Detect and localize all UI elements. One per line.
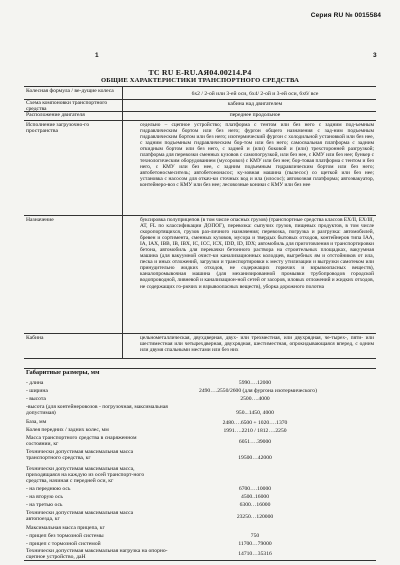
wheel-formula-value: 6х2 / 2-ой или 3-ей оси, 6х4/ 2-ой и 3-ей оси, 6х6/ все [191, 91, 319, 97]
train-mass-label: Технически допустимая максимальная масса автопоезда, кг [26, 510, 134, 523]
track-label: Колея передних / задних колес, мм [26, 427, 109, 433]
coupling-load-label: Технически допустимая максимальная нагрузка на опорно-сцепное устройство, даН [26, 548, 168, 561]
base-value: 2480….6500 + 1020….1370 [222, 420, 288, 426]
second-axle-label: - на вторую ось [26, 494, 63, 500]
engine-position-value: переднее продольное [229, 112, 281, 118]
row-divider [24, 215, 376, 216]
purpose-value: буксировка полуприцепов (в том числе опасных грузов) (транспортные средства классов ЕХ/II, ЕХ/III, АТ, FL по классификации ДОПОГ), перевозка: сыпучих грузов, пищевых продуктов, в том числе скоропортящихся, грузов раз-личного назначения; перевозка, погрузка и разгрузка: автомобилей, бревен и сортимента, сменных кузовов, мусора и твердых бытовых отходов, контейнеров типа IAA, IA, IAX, IBB, IB, IBX, IC, ICC, ICX, IDD, ID, IDX; автомобиль для приготовления и транспортировки бетона, автомобиль для перекачки бетонного раствора на строительных площадках, вакуумная машина (для вакуумной очист-ки канализационных колодцев, выгребных ям и отстойников от ила, песка и иных отложений, загрузки и транспортировки к месту утилизации и выгрузки самотеком или принудительно жидких отходов, не содержащих горючих и взрывоопасных веществ), каналопромывочная машина (для механизированной промывки трубопроводов городской водопроводной, ливневой и канализацион-ной сетей от засоров, иловых отложений и жидких отходов, не содержащих го-рючих и взрывоопасных веществ), уборка дорожного полотна [140, 217, 374, 290]
height-value: 2500….4000 [240, 396, 270, 402]
unbraked-trailer-value: 11700…79000 [238, 541, 272, 547]
cab-value: цельнометаллическая, двухдверная, двух- или трехместная, или двухрядная, че-тырех-, пяти- или шестиместная или четырехдверная, двухрядная, шестиместная, опрокидывающаяся вперед, с одним или двумя спальными местами или без них [140, 335, 374, 354]
width-label: - ширина [26, 388, 48, 394]
height-label: - высота [26, 396, 46, 402]
height-containers-label: -высота (для контейнеровозов - погрузочная, максимальная допустимая) [26, 404, 168, 417]
second-axle-value: 4500..16000 [241, 494, 269, 500]
wheel-formula-label: Колесная формула / ве-дущие колеса [26, 88, 114, 94]
length-label: - длина [26, 380, 44, 386]
row-divider [24, 120, 376, 121]
per-axle-mass-label: Технически допустимая максимальная масса, приходящаяся на каждую из осей транспорт-ного средства, начиная с передней оси, кг [26, 466, 145, 485]
third-axle-value: 6300…16000 [239, 502, 271, 508]
column-divider [122, 86, 123, 358]
base-label: База, мм [26, 419, 47, 425]
front-axle-label: - на переднюю ось [26, 486, 71, 492]
table-top-rule [24, 86, 376, 87]
layout-value: кабина над двигателем [227, 101, 283, 107]
coupling-load-value: 14710…35316 [238, 551, 272, 557]
row-divider [24, 358, 376, 359]
page-number-left: 1 [95, 52, 99, 59]
series-number: Серия RU № 0015584 [310, 12, 381, 19]
unbraked-trailer-label: - прицеп с тормозной системой [26, 541, 101, 547]
height-containers-value: 950...1450, 4000 [236, 410, 274, 416]
page-number-right: 3 [373, 52, 377, 59]
row-divider [24, 333, 376, 334]
track-value: 1991….2210 / 1812….2250 [223, 428, 287, 434]
loading-space-value: седельно – сцепное устройство; платформа с тентом или без него с задним под-ъемным гидравлическим бортом или без него; фургон общего назначения с зад-ним подъемным гидравлическим бортом или без него; изотермический фургон с холодильной установкой или без нее, с задним подъемным гидравлическим бор-том или без него; самосвальная платформа с задним откидным бортом или без него, с задней и (или) боковой и (или) трехсторонней разгрузкой; платформа для перевозки сменных кузовов с самопогрузкой, или без нее, с КМУ или без нее; бункер с технологическим оборудованием (мусоровоз) с КМУ или без нее; бор-товая платформа с тентом и без него, с КМУ или без нее, с задним подъемным гидравлическим бортом или без него; автобетоносмеситель; автобетононасос; ку-зовная машина (пылесос) со щеткой или без нее; установка с насосом для откач-ки сточных вод и ила (илосос); автовозная платформа; автоэвакуатор, контейнеро-воз с КМУ или без нее; лесовозные коники с КМУ или без нее [140, 122, 374, 189]
max-mass-value: 19500…42000 [238, 455, 272, 461]
train-mass-value: 23250…120000 [236, 514, 274, 520]
engine-position-label: Расположение двигателя [26, 112, 85, 118]
curb-mass-value: 6051….39000 [238, 439, 272, 445]
purpose-label: Назначение [26, 217, 54, 223]
braked-trailer-label: - прицеп без тормозной системы [26, 533, 104, 539]
third-axle-label: - на третью ось [26, 502, 63, 508]
front-axle-value: 6700….10000 [238, 486, 272, 492]
loading-space-label: Исполнение загрузочно-го пространства [26, 122, 90, 135]
max-mass-label: Технически допустимая максимальная масса транспортного средства, кг [26, 449, 134, 462]
length-value: 5990….12000 [238, 380, 272, 386]
dimensions-heading: Габаритные размеры, мм [26, 369, 100, 376]
trailer-mass-label: Максимальная масса прицепа, кг [26, 525, 105, 531]
layout-label: Схема компоновки транспортного средства [26, 100, 108, 113]
curb-mass-label: Масса транспортного средства в снаряженном состоянии, кг [26, 435, 137, 448]
cab-label: Кабина [26, 335, 44, 341]
braked-trailer-value: 750 [250, 533, 260, 539]
width-value: 2490….2550/2600 (для фургона изотермического) [199, 388, 317, 394]
section-title: ОБЩИЕ ХАРАКТЕРИСТИКИ ТРАНСПОРТНОГО СРЕДСТВА [100, 77, 300, 84]
document-number: ТС RU Е-RU.АЯ04.00214.Р4 [148, 68, 252, 77]
